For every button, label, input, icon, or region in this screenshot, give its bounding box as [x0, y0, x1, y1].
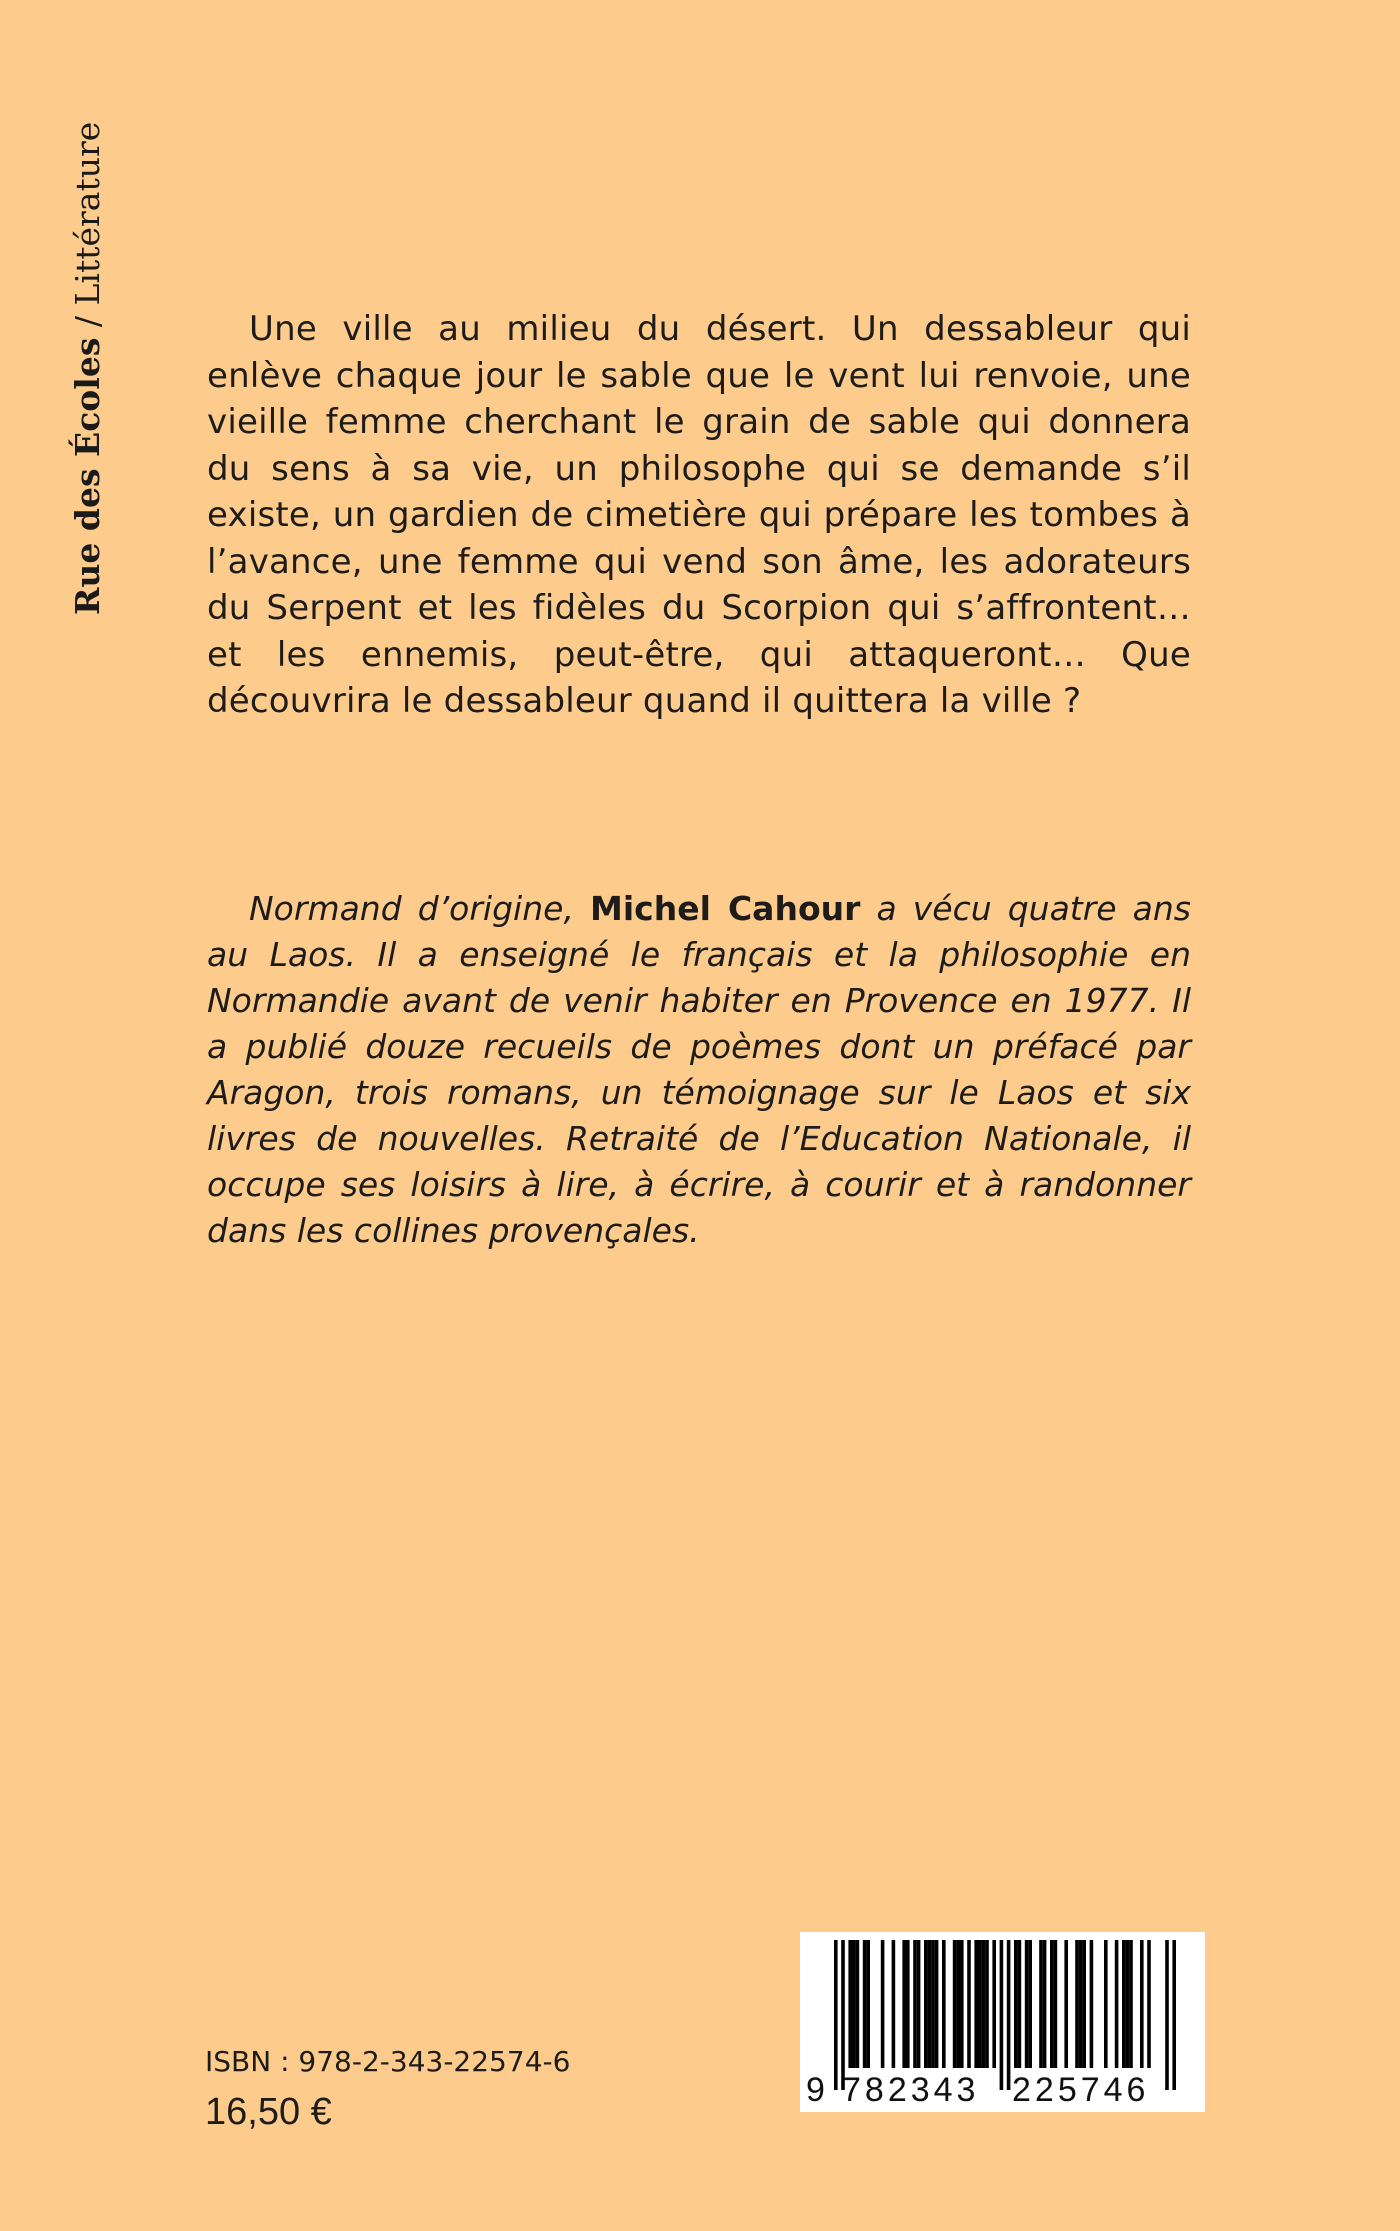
book-blurb: Une ville au milieu du désert. Un dessableur qui enlève chaque jour le sable que le vent lui renvoie, une vieille femme cherchant le grain de sable qui donnera du sens à sa vie, un philosophe qui se demande s’il existe, un gardien de cimetière qui prépare les tombes à l’avance, une femme qui vend son âme, les adorateurs du Serpent et les fidèles du Scorpion qui s’affrontent… et les ennemis, peut-être, qui attaqueront… Que découvrira le dessableur quand il quittera la ville ?: [207, 309, 1191, 721]
price: 16,50 €: [205, 2091, 332, 2133]
author-bio: [207, 886, 1191, 1254]
barcode-guard-bar: [1007, 1940, 1011, 2090]
barcode-bar: [985, 1940, 989, 2068]
barcode-bar: [1025, 1940, 1029, 2068]
barcode-guard-bar: [1000, 1940, 1004, 2090]
barcode-bar: [902, 1940, 906, 2068]
barcode-guard-bar: [841, 1940, 845, 2090]
barcode-digits: [800, 2070, 1205, 2110]
series-title: [68, 122, 108, 615]
barcode-bar: [881, 1940, 885, 2068]
barcode-bar: [956, 1940, 960, 2068]
barcode-bar: [1039, 1940, 1043, 2068]
barcode-bar: [942, 1940, 946, 2068]
series-separator: /: [68, 305, 107, 338]
bio-lead: Normand d’origine,: [249, 889, 590, 928]
barcode-bar: [924, 1940, 928, 2068]
barcode-guard-bar: [834, 1940, 838, 2090]
barcode-bar: [856, 1940, 860, 2068]
barcode-first-digit: 9: [806, 2071, 825, 2109]
barcode-bar: [931, 1940, 935, 2068]
barcode-bar: [953, 1940, 957, 2068]
spine-label: [60, 100, 110, 620]
barcode-bar: [967, 1940, 971, 2068]
isbn-number: ISBN : 978-2-343-22574-6: [205, 2045, 571, 2078]
author-name: Michel Cahour: [590, 889, 861, 928]
barcode-bar: [1028, 1940, 1032, 2068]
barcode-bar: [866, 1940, 870, 2068]
barcode-bar: [1140, 1940, 1144, 2068]
barcode-bar: [1126, 1940, 1130, 2068]
barcode-bar: [974, 1940, 978, 2068]
barcode-bar: [1147, 1940, 1151, 2068]
barcode-bar: [1104, 1940, 1108, 2068]
barcode-bar: [982, 1940, 986, 2068]
barcode-bar: [913, 1940, 917, 2068]
barcode-bar: [935, 1940, 939, 2068]
barcode-bar: [928, 1940, 932, 2068]
barcode-bar: [848, 1940, 852, 2068]
barcode-bar: [1050, 1940, 1054, 2068]
barcode-bar: [960, 1940, 964, 2068]
barcode-bar: [1075, 1940, 1079, 2068]
barcode-bar: [1122, 1940, 1126, 2068]
series-genre: Littérature: [68, 121, 107, 306]
barcode-guard-bar: [1165, 1940, 1169, 2090]
barcode-bar: [917, 1940, 921, 2068]
series-name: Rue des Écoles: [68, 337, 107, 615]
barcode-bar: [863, 1940, 867, 2068]
barcode-bar: [906, 1940, 910, 2068]
barcode: [800, 1932, 1205, 2112]
barcode-bar: [1082, 1940, 1086, 2068]
barcode-bar: [852, 1940, 856, 2068]
barcode-right-group: 225746: [1012, 2071, 1150, 2109]
barcode-bar: [1079, 1940, 1083, 2068]
barcode-bar: [978, 1940, 982, 2068]
barcode-bar: [1054, 1940, 1058, 2068]
barcode-left-group: 782343: [842, 2071, 980, 2109]
barcode-bar: [1064, 1940, 1068, 2068]
barcode-bar: [1018, 1940, 1022, 2068]
barcode-bar: [992, 1940, 996, 2068]
barcode-bar: [1043, 1940, 1047, 2068]
barcode-bar: [1129, 1940, 1133, 2068]
barcode-bar: [1014, 1940, 1018, 2068]
bio-text: a vécu quatre ans au Laos. Il a enseigné le français et la philosophie en Normandie avant de venir habiter en Provence en 1977. Il a publié douze recueils de poèmes dont un préfacé par Aragon, trois romans, un témoignage sur le Laos et six livres de nouvelles. Retraité de l’Education Nationale, il occupe ses loisirs à lire, à écrire, à courir et à randonner dans les collines provençales.: [207, 889, 1191, 1250]
barcode-bar: [1090, 1940, 1094, 2068]
barcode-guard-bar: [1172, 1940, 1176, 2090]
barcode-bar: [1115, 1940, 1119, 2068]
barcode-bar: [892, 1940, 896, 2068]
